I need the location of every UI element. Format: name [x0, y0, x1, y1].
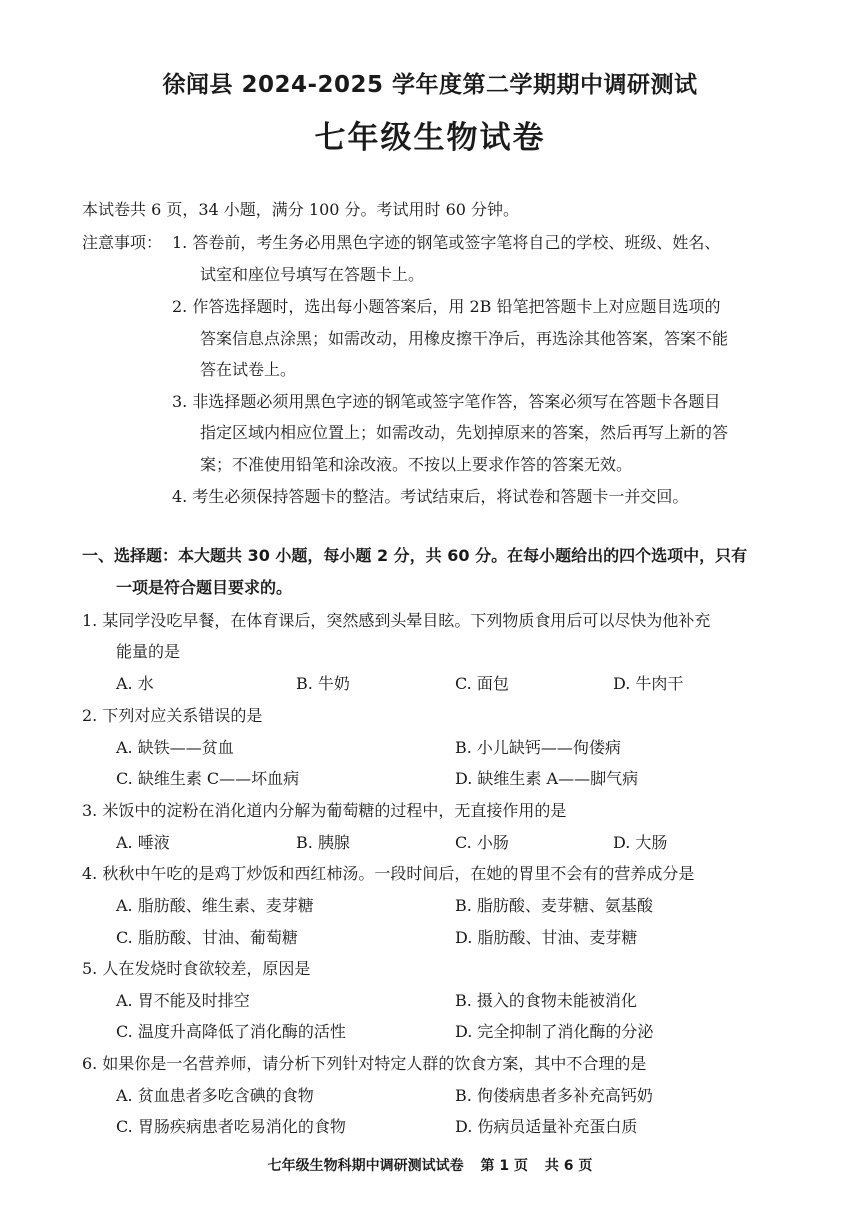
- question-2-option-a: A. 缺铁——贫血: [116, 738, 234, 757]
- question-5-option-a: A. 胃不能及时排空: [116, 991, 250, 1010]
- intro-text: 本试卷共 6 页，34 小题，满分 100 分。考试用时 60 分钟。: [82, 200, 520, 219]
- question-6-option-a: A. 贫血患者多吃含碘的食物: [116, 1086, 314, 1105]
- question-1-stem-cont: 能量的是: [116, 642, 181, 661]
- exam-title: 徐闻县 2024-2025 学年度第二学期期中调研测试: [162, 72, 698, 98]
- question-3-option-a: A. 唾液: [116, 833, 170, 852]
- question-3-option-c: C. 小肠: [455, 833, 509, 852]
- note-2-line-1: 2. 作答选择题时，选出每小题答案后，用 2B 铅笔把答题卡上对应题目选项的: [172, 297, 721, 316]
- note-4: 4. 考生必须保持答题卡的整洁。考试结束后，将试卷和答题卡一并交回。: [172, 487, 689, 506]
- question-4-option-a: A. 脂肪酸、维生素、麦芽糖: [116, 896, 314, 915]
- question-1-stem: 1. 某同学没吃早餐，在体育课后，突然感到头晕目眩。下列物质食用后可以尽快为他补充: [82, 611, 711, 630]
- question-5-option-c: C. 温度升高降低了消化酶的活性: [116, 1022, 346, 1041]
- question-4-option-d: D. 脂肪酸、甘油、麦芽糖: [455, 928, 638, 947]
- footer-total-pages: 共 6 页: [544, 1158, 593, 1174]
- note-1-line-2: 试室和座位号填写在答题卡上。: [200, 265, 425, 284]
- section-heading-line-2: 一项是符合题目要求的。: [116, 578, 293, 597]
- question-5-option-b: B. 摄入的食物未能被消化: [455, 991, 637, 1010]
- question-3-stem: 3. 米饭中的淀粉在消化道内分解为葡萄糖的过程中，无直接作用的是: [82, 801, 567, 820]
- question-1-option-a: A. 水: [116, 674, 154, 693]
- note-2-line-2: 答案信息点涂黑；如需改动，用橡皮擦干净后，再选涂其他答案，答案不能: [200, 329, 729, 348]
- question-1-option-c: C. 面包: [455, 674, 509, 693]
- note-3-line-1: 3. 非选择题必须用黑色字迹的钢笔或签字笔作答，答案必须写在答题卡各题目: [172, 392, 721, 411]
- question-3-option-b: B. 胰腺: [296, 833, 350, 852]
- question-4-option-c: C. 脂肪酸、甘油、葡萄糖: [116, 928, 298, 947]
- note-3-line-3: 案；不准使用铅笔和涂改液。不按以上要求作答的答案无效。: [200, 455, 633, 474]
- question-2-option-b: B. 小儿缺钙——佝偻病: [455, 738, 621, 757]
- question-1-option-d: D. 牛肉干: [613, 674, 684, 693]
- question-1-option-b: B. 牛奶: [296, 674, 350, 693]
- question-4-stem: 4. 秋秋中午吃的是鸡丁炒饭和西红柿汤。一段时间后，在她的胃里不会有的营养成分是: [82, 864, 695, 883]
- footer-page-number: 第 1 页: [480, 1158, 528, 1174]
- section-heading-line-1: 一、选择题：本大题共 30 小题，每小题 2 分，共 60 分。在每小题给出的四个选项中，只有: [82, 546, 748, 565]
- question-4-option-b: B. 脂肪酸、麦芽糖、氨基酸: [455, 896, 653, 915]
- question-2-option-c: C. 缺维生素 C——坏血病: [116, 769, 300, 788]
- exam-subtitle: 七年级生物试卷: [314, 120, 546, 156]
- question-3-option-d: D. 大肠: [613, 833, 668, 852]
- question-6-stem: 6. 如果你是一名营养师，请分析下列针对特定人群的饮食方案，其中不合理的是: [82, 1054, 647, 1073]
- question-2-stem: 2. 下列对应关系错误的是: [82, 706, 263, 725]
- question-6-option-d: D. 伤病员适量补充蛋白质: [455, 1117, 638, 1136]
- question-2-option-d: D. 缺维生素 A——脚气病: [455, 769, 639, 788]
- question-5-option-d: D. 完全抑制了消化酶的分泌: [455, 1022, 654, 1041]
- page-footer: [0, 1155, 860, 1175]
- note-2-line-3: 答在试卷上。: [200, 360, 297, 379]
- question-6-option-c: C. 胃肠疾病患者吃易消化的食物: [116, 1117, 346, 1136]
- notes-label: 注意事项：: [82, 233, 163, 252]
- question-5-stem: 5. 人在发烧时食欲较差，原因是: [82, 959, 311, 978]
- question-6-option-b: B. 佝偻病患者多补充高钙奶: [455, 1086, 653, 1105]
- note-1-line-1: 1. 答卷前，考生务必用黑色字迹的钢笔或签字笔将自己的学校、班级、姓名、: [172, 233, 721, 252]
- footer-exam-name: 七年级生物科期中调研测试试卷: [267, 1158, 464, 1174]
- note-3-line-2: 指定区域内相应位置上；如需改动，先划掉原来的答案，然后再写上新的答: [200, 423, 729, 442]
